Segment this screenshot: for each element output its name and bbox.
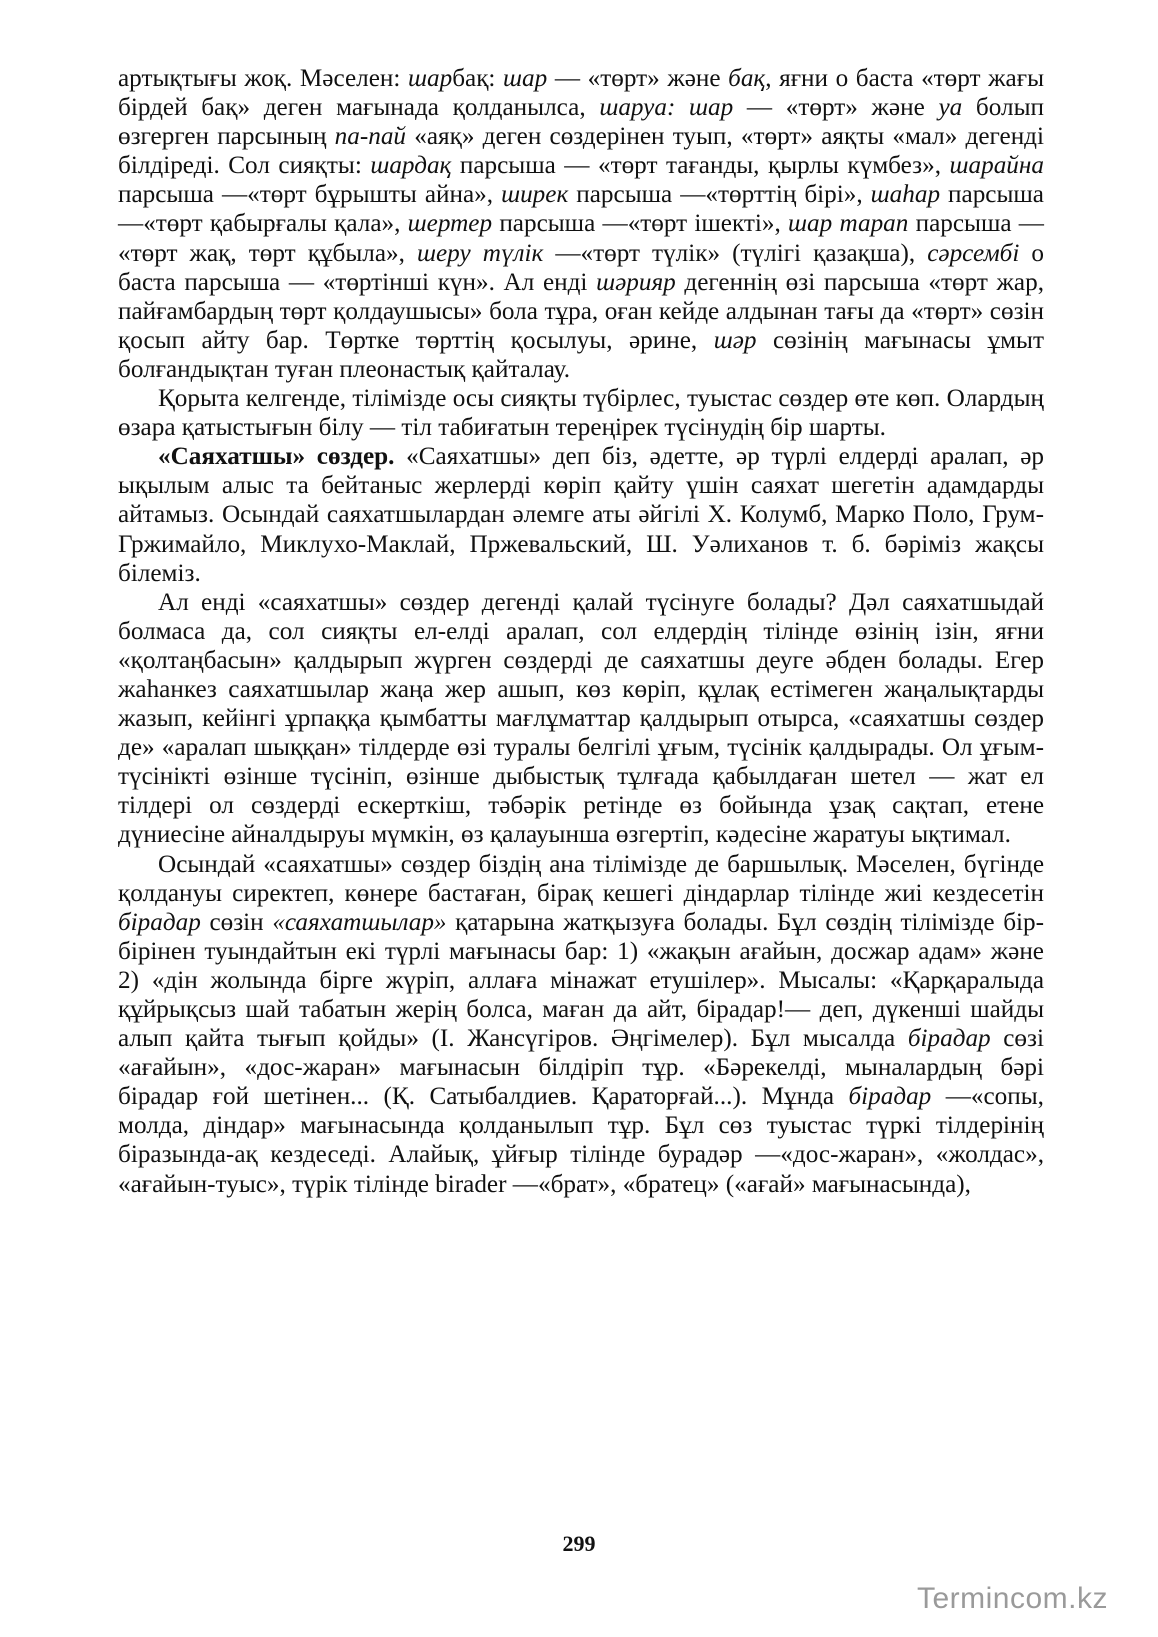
text-run: о баста парсыша — «төртінші күн». Ал енді	[118, 239, 1045, 296]
page-body	[118, 64, 1044, 1199]
text-run: Ал енді «саяхатшы» сөздер дегенді қалай түсінуге болады? Дәл саяхатшыдай болмаса да, сол сияқты ел-елді аралап, сол елдердің тілінде өзінің ізін, яғни «қолтаңбасын» қалдырып жүрген сөздерді де саяхатшы деуге әбден болады. Егер жаһанкез саяхатшылар жаңа жер ашып, көз көріп, құлақ естімеген жаңалықтарды жазып, кейінгі ұрпаққа қымбатты мағлұматтар қалдырып отырса, «саяхатшы сөздер де» «аралап шыққан» тілдерде өзі туралы белгілі ұғым, түсінік қалдырады. Ол ұғым-түсінікті өзінше түсініп, өзінше дыбыстық тұлғада қабылдаған шетел — жат ел тілдері ол сөздерді ескерткіш, тәбәрік ретінде өз бойында ұзақ сақтап, етене дүниесіне айналдыруы мүмкін, өз қалауынша өзгертіп, кәдесіне жаратуы ықтимал.	[118, 588, 1044, 849]
paragraph	[118, 850, 1044, 1199]
text-run: дегеннің өзі парсыша «төрт жар, пайғамбардың төрт қолдаушысы» бола тұра, оған кейде алдынан тағы да «төрт» сөзін қосып айту бар. Төртке төрттің қосылуы, әрине,	[118, 268, 1044, 354]
text-run: «аяқ» деген сөздерінен туып, «төрт» аяқты «мал» дегенді білдіреді. Сол сияқты:	[118, 123, 1044, 180]
italic-term: шардақ	[370, 152, 452, 180]
italic-term: шәр	[713, 326, 757, 354]
italic-term: бірадар	[907, 1025, 991, 1053]
paragraph	[118, 64, 1044, 384]
text-run: парсыша —«төрт қабырғалы қала»,	[118, 181, 1044, 238]
italic-term: шар	[408, 65, 453, 92]
text-run: — «төрт» және	[547, 65, 729, 92]
italic-term: шаруа: шар	[599, 94, 734, 122]
text-run: парсыша — «төрт жақ, төрт құбыла»,	[118, 210, 1044, 267]
italic-term: бірадар	[848, 1083, 932, 1111]
italic-term: ширек	[501, 181, 569, 209]
italic-term: сәрсембі	[927, 239, 1020, 267]
italic-term: па-пай	[334, 123, 407, 151]
italic-term: шар	[503, 65, 548, 92]
paragraph	[118, 588, 1044, 850]
italic-term: шеру түлік	[416, 239, 544, 267]
italic-term: шар тарап	[788, 210, 909, 238]
text-run: сөзі «ағайын», «дос-жаран» мағынасын білдіріп тұр. «Бәрекелді, мыналардың бәрі бірадар ғой шетінен... (Қ. Сатыбалдиев. Қараторғай...). Мұнда	[118, 1025, 1044, 1111]
italic-term: шаһар	[870, 181, 941, 209]
text-run: бақ:	[452, 65, 504, 92]
italic-term: бірадар	[118, 908, 201, 936]
italic-term: шертер	[407, 210, 493, 238]
text-run: парсыша —«төрт бұрышты айна»,	[118, 181, 502, 209]
text-run: парсыша —«төрт ішекті»,	[492, 210, 789, 238]
text-run: артықтығы жоқ. Мәселен:	[118, 65, 408, 92]
text-run: — «төрт» және	[733, 94, 939, 122]
text-run: сөзін	[200, 908, 273, 936]
text-run: болып өзгерген парсының	[118, 94, 1044, 151]
paragraph	[118, 384, 1044, 442]
section-heading: «Саяхатшы» сөздер.	[158, 443, 395, 471]
italic-term: шәрияр	[596, 268, 676, 296]
text-run: «Саяхатшы» деп біз, әдетте, әр түрлі елдерді аралап, әр ықылым алыс та бейтаныс жерлерді көріп қайту үшін саяхат шегетін адамдарды айтамыз. Осындай саяхатшылардан әлемге аты әйгілі Х. Колумб, Марко Поло, Грум-Гржимайло, Миклухо-Маклай, Пржевальский, Ш. Уәлиханов т. б. бәріміз жақсы білеміз.	[118, 443, 1044, 587]
text-run: Қорыта келгенде, тілімізде осы сияқты түбірлес, туыстас сөздер өте көп. Олардың өзара қатыстығын білу — тіл табиғатын тереңірек түсінудің бір шарты.	[118, 385, 1044, 442]
text-run: —«төрт түлік» (түлігі қазақша),	[543, 239, 928, 267]
text-run: парсыша — «төрт тағанды, қырлы күмбез»,	[451, 152, 950, 180]
italic-term: «саяхатшылар»	[272, 908, 447, 936]
text-run: —«сопы, молда, діндар» мағынасында қолданылып тұр. Бұл сөз туыстас түркі тілдерінің біразында-ақ кездеседі. Алайық, ұйғыр тілінде бурадәр —«дос-жаран», «жолдас», «ағайын-туыс», түрік тілінде birader —«брат», «братец» («ағай» мағынасында),	[118, 1083, 1044, 1198]
text-run: Осындай «саяхатшы» сөздер біздің ана тілімізде де баршылық. Мәселен, бүгінде қолдануы сиректеп, көнере бастаған, бірақ кешегі діндарлар тілінде жиі кездесетін	[118, 850, 1044, 907]
site-watermark: Termincom.kz	[916, 1582, 1108, 1615]
text-run: парсыша —«төрттің бірі»,	[568, 181, 871, 209]
italic-term: шарайна	[949, 152, 1044, 180]
page-number: 299	[562, 1531, 596, 1556]
text-run: қатарына жатқызуға болады. Бұл сөздің тілімізде бір-бірінен туындайтын екі түрлі мағынасы бар: 1) «жақын ағайын, досжар адам» және 2) «дін жолында бірге жүріп, аллаға мінажат етушілер». Мысалы: «Қарқаралыда құйрықсыз шай табатын жерің болса, маған да айт, бірадар!— деп, дүкенші шайды алып қайта тығып қойды» (І. Жансүгіров. Әңгімелер). Бұл мысалда	[118, 908, 1044, 1053]
text-run: , яғни о баста «төрт жағы бірдей бақ» деген мағынада қолданылса,	[118, 65, 1044, 122]
italic-term: бақ	[728, 65, 766, 92]
paragraph	[118, 442, 1044, 587]
italic-term: уа	[938, 94, 963, 122]
text-run: сөзінің мағынасы ұмыт болғандықтан туған плеонастық қайталау.	[118, 326, 1044, 383]
